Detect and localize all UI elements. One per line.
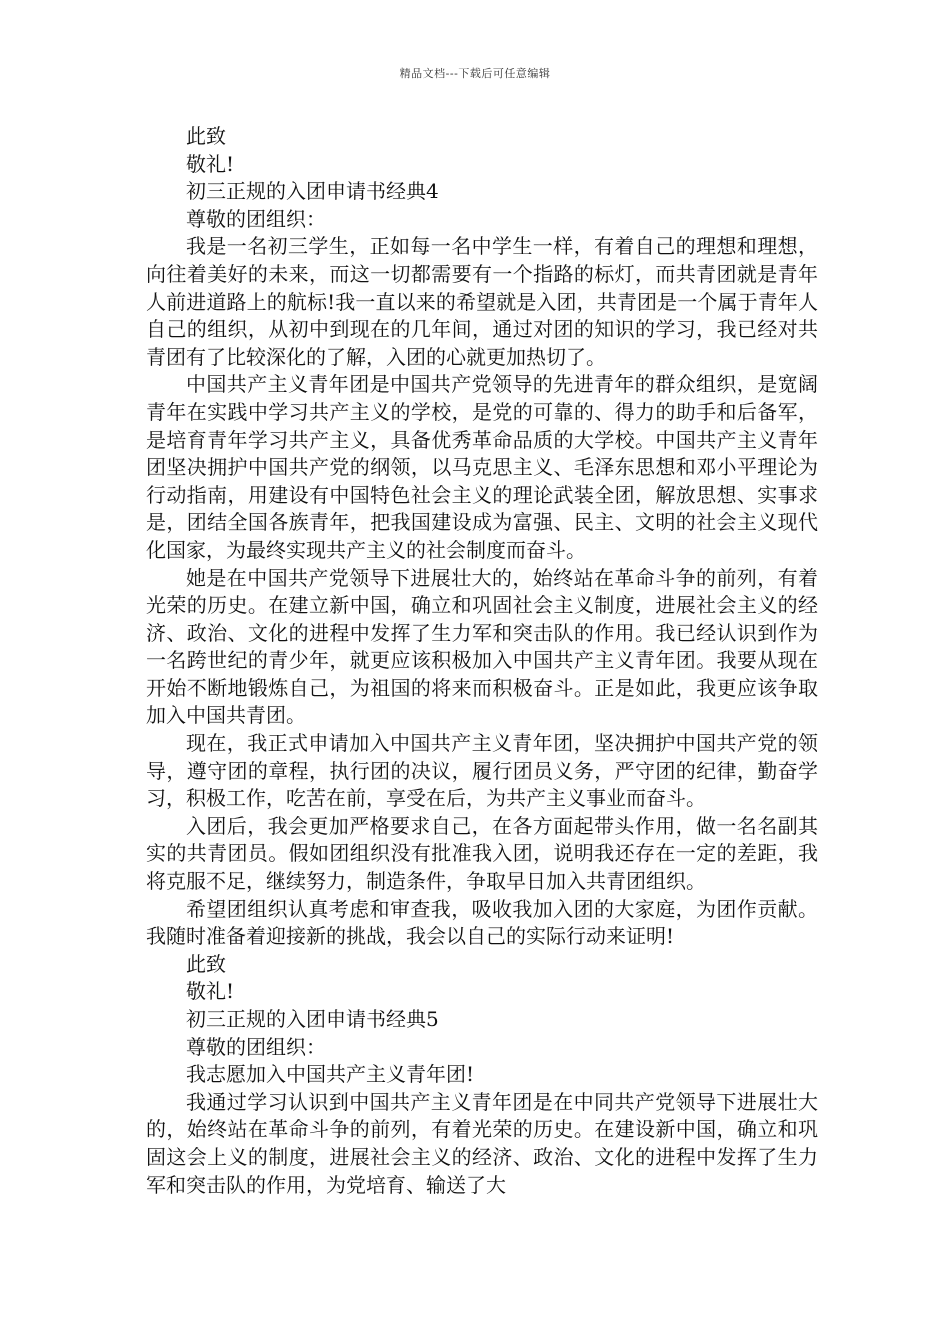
paragraph: 她是在中国共产党领导下进展壮大的，始终站在革命斗争的前列，有着光荣的历史。在建立新中国，确立和巩固社会主义制度，进展社会主义的经济、政治、文化的进程中发挥了生力军和突击队的作用。我已经认识到作为一名跨世纪的青少年，就更应该积极加入中国共产主义青年团。我要从现在开始不断地锻炼自己，为祖国的将来而积极奋斗。正是如此，我更应该争取加入中国共青团。 — [146, 565, 818, 728]
paragraph: 我是一名初三学生，正如每一名中学生一样，有着自己的理想和理想，向往着美好的未来，而这一切都需要有一个指路的标灯，而共青团就是青年人前进道路上的航标!我一直以来的希望就是入团，共青团是一个属于青年人自己的组织，从初中到现在的几年间，通过对团的知识的学习，我已经对共青团有了比较深化的了解，入团的心就更加热切了。 — [146, 234, 818, 369]
salutation-line: 敬礼! — [186, 151, 235, 176]
section-title: 初三正规的入团申请书经典5 — [186, 1007, 439, 1031]
greeting-line: 尊敬的团组织： — [186, 206, 326, 231]
greeting-line: 尊敬的团组织： — [186, 1034, 326, 1059]
closing-line: 此致 — [186, 124, 226, 148]
paragraph: 现在，我正式申请加入中国共产主义青年团，坚决拥护中国共产党的领导，遵守团的章程，执行团的决议，履行团员义务，严守团的纪律，勤奋学习，积极工作，吃苦在前，享受在后，为共产主义事业而奋斗。 — [146, 731, 818, 811]
section-title: 初三正规的入团申请书经典4 — [186, 179, 439, 204]
page-header: 精品文档---下载后可任意编辑 — [399, 67, 551, 80]
paragraph: 中国共产主义青年团是中国共产党领导的先进青年的群众组织，是宽阔青年在实践中学习共产主义的学校，是党的可靠的、得力的助手和后备军，是培育青年学习共产主义，具备优秀革命品质的大学校。中国共产主义青年团坚决拥护中国共产党的纲领，以马克思主义、毛泽东思想和邓小平理论为行动指南，用建设有中国特色社会主义的理论武装全团，解放思想、实事求是，团结全国各族青年，把我国建设成为富强、民主、文明的社会主义现代化国家，为最终实现共产主义的社会制度而奋斗。 — [146, 372, 818, 562]
paragraph: 希望团组织认真考虑和审查我，吸收我加入团的大家庭，为团作贡献。我随时准备着迎接新的挑战，我会以自己的实际行动来证明! — [146, 896, 818, 949]
salutation-line: 敬礼! — [186, 979, 235, 1004]
closing-line: 此致 — [186, 951, 226, 976]
document-body — [146, 123, 818, 1199]
paragraph: 入团后，我会更加严格要求自己，在各方面起带头作用，做一名名副其实的共青团员。假如团组织没有批准我入团，说明我还存在一定的差距，我将克服不足，继续努力，制造条件，争取早日加入共青团组织。 — [146, 813, 818, 894]
statement-line: 我志愿加入中国共产主义青年团! — [186, 1062, 475, 1087]
paragraph: 我通过学习认识到中国共产主义青年团是在中同共产党领导下进展壮大的，始终站在革命斗争的前列，有着光荣的历史。在建设新中国，确立和巩固这会上义的制度，进展社会主义的经济、政治、文化的进程中发挥了生力军和突击队的作用，为党培育、输送了大 — [146, 1089, 818, 1197]
